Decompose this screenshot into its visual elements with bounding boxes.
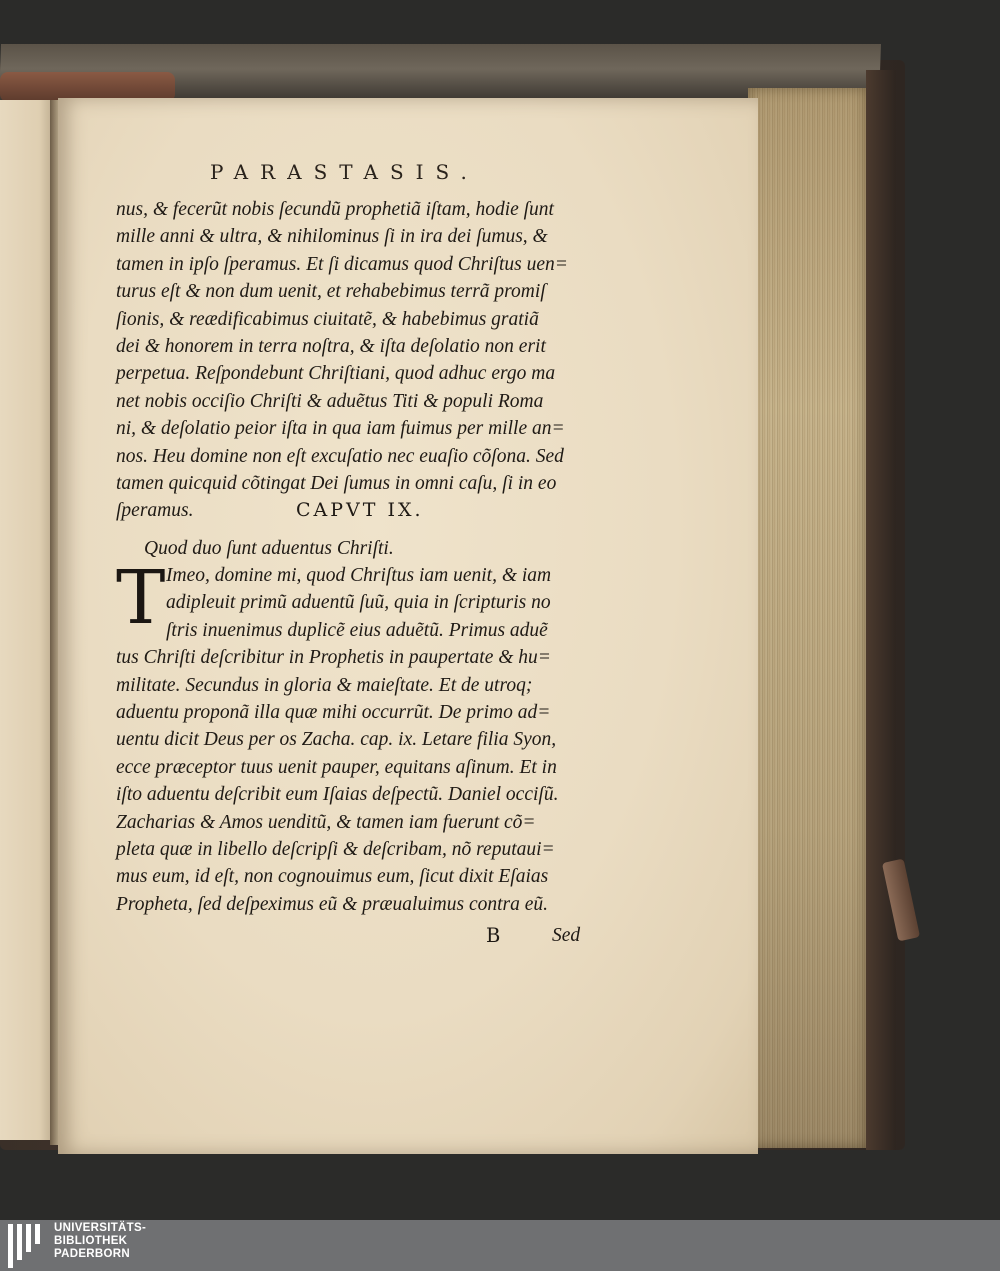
chapter-subheading: Quod duo ſunt aduentus Chriſti.: [144, 537, 394, 559]
paragraph-line: pleta quæ in libello deſcripſi & deſcribam, nõ reputaui=: [116, 838, 555, 860]
text-line-end: ſperamus.: [116, 500, 194, 522]
library-banner: [0, 1220, 1000, 1271]
paragraph-line: tus Chriſti deſcribitur in Prophetis in paupertate & hu=: [116, 647, 551, 669]
text-line: dei & honorem in terra noſtra, & iſta deſolatio non erit: [116, 335, 546, 357]
fore-edge-shading: [748, 88, 866, 1148]
library-name-line: PADERBORN: [54, 1248, 130, 1260]
text-line: nus, & fecerũt nobis ſecundũ prophetiã iſtam, hodie ſunt: [116, 199, 554, 220]
library-name-line: BIBLIOTHEK: [54, 1235, 128, 1247]
text-line: ſionis, & reædificabimus ciuitatẽ, & habebimus gratiã: [116, 308, 539, 330]
paragraph-line: aduentu proponã illa quæ mihi occurrũt. De primo ad=: [116, 702, 551, 724]
paragraph-line: Imeo, domine mi, quod Chriſtus iam uenit, & iam: [166, 565, 552, 587]
running-head: PARASTASIS.: [210, 160, 479, 184]
text-line: net nobis occiſio Chriſti & aduẽtus Titi & populi Roma: [116, 390, 544, 412]
paragraph-line: ſtris inuenimus duplicẽ eius aduẽtũ. Primus aduẽ: [166, 619, 548, 641]
text-line-with-heading: [116, 497, 586, 524]
text-line: nos. Heu domine non eſt excuſatio nec euaſio cõſona. Sed: [116, 445, 564, 467]
paragraph-line: Zacharias & Amos uenditũ, & tamen iam fuerunt cõ=: [116, 811, 536, 833]
text-line: tamen quicquid cõtingat Dei ſumus in omni caſu, ſi in eo: [116, 472, 557, 494]
book-back-board: [866, 70, 896, 1150]
library-logo-icon: [8, 1224, 48, 1268]
drop-cap: T: [116, 555, 166, 642]
chapter-paragraph: [116, 555, 586, 918]
text-line: turus eſt & non dum uenit, et rehabebimus terrã promiſ: [116, 281, 546, 303]
paragraph-line: militate. Secundus in gloria & maieſtate. Et de utroq;: [116, 674, 533, 696]
paragraph-line: iſto aduentu deſcribit eum Iſaias deſpectũ. Daniel occiſũ.: [116, 784, 559, 806]
signature-mark: B: [486, 924, 501, 948]
paragraph-line: uentu dicit Deus per os Zacha. cap. ix. Letare filia Syon,: [116, 729, 557, 751]
text-line: mille anni & ultra, & nihilominus ſi in ira dei ſumus, &: [116, 226, 548, 248]
text-line: tamen in ipſo ſperamus. Et ſi dicamus quod Chriſtus uen=: [116, 253, 568, 275]
paragraph-line: mus eum, id eſt, non cognouimus eum, ſicut dixit Eſaias: [116, 866, 549, 888]
library-name: [54, 1222, 146, 1261]
text-line: ni, & deſolatio peior iſta in qua iam fuimus per mille an=: [116, 418, 565, 440]
text-line: perpetua. Reſpondebunt Chriſtiani, quod adhuc ergo ma: [116, 363, 556, 385]
chapter-heading: CAPVT IX.: [296, 499, 424, 522]
paragraph-line: ecce præceptor tuus uenit pauper, equitans aſinum. Et in: [116, 756, 557, 778]
paragraph-line: Propheta, ſed deſpeximus eũ & præualuimus contra eũ.: [116, 893, 549, 915]
catchword: Sed: [552, 925, 581, 947]
page-text-block: [116, 196, 586, 952]
page-footer: [116, 922, 586, 952]
paragraph-line: adipleuit primũ aduentũ ſuũ, quia in ſcripturis no: [166, 592, 551, 614]
library-name-line: UNIVERSITÄTS-: [54, 1222, 147, 1234]
